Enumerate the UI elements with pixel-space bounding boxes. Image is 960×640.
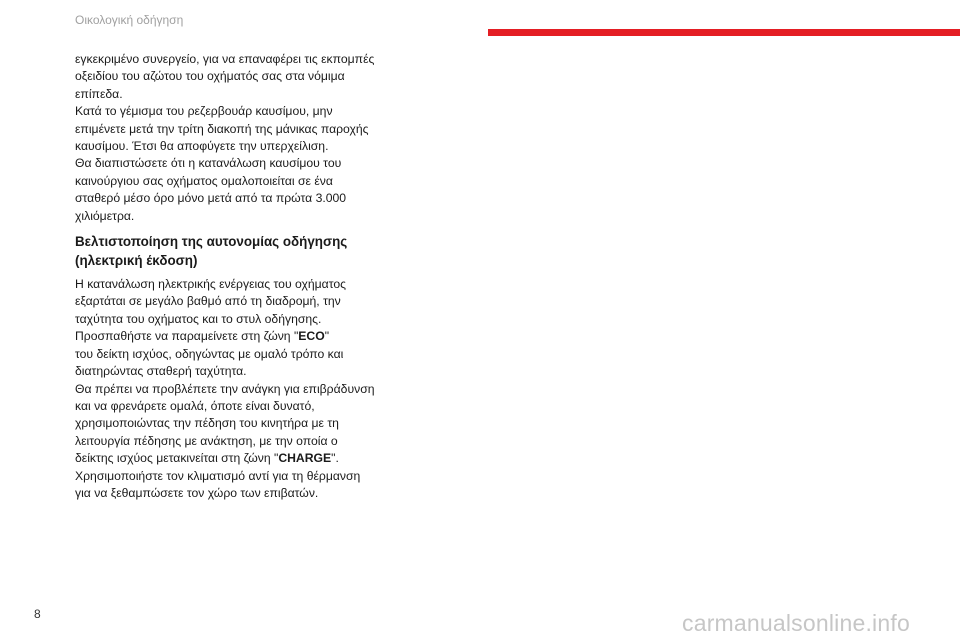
- paragraph-refuelling: [75, 103, 375, 155]
- text-line: χιλιόμετρα.: [75, 208, 135, 223]
- text-line: και να φρενάρετε ομαλά, όποτε είναι δυνατό,: [75, 398, 315, 413]
- paragraph-air-conditioning: [75, 468, 375, 503]
- charge-keyword: CHARGE: [278, 451, 332, 466]
- text-fragment: ".: [331, 451, 339, 466]
- text-line: οξειδίου του αζώτου του οχήματός σας στα νόμιμα: [75, 69, 345, 84]
- text-line: [75, 328, 375, 345]
- page-number: 8: [34, 607, 41, 621]
- page-header-title: Οικολογική οδήγηση: [75, 13, 184, 27]
- text-line: εξαρτάται σε μεγάλο βαθμό από τη διαδρομή, την: [75, 294, 341, 309]
- header-accent-bar: [488, 29, 960, 36]
- paragraph-fuel-consumption: [75, 155, 375, 225]
- text-line: χρησιμοποιώντας την πέδηση του κινητήρα με τη: [75, 416, 339, 431]
- text-fragment: δείκτης ισχύος μετακινείται στη ζώνη ": [75, 451, 279, 466]
- paragraph-eco-zone: [75, 328, 375, 380]
- text-line: σταθερό μέσο όρο μόνο μετά από τα πρώτα 3.000: [75, 191, 347, 206]
- text-line: Κατά το γέμισμα του ρεζερβουάρ καυσίμου, μην: [75, 104, 333, 119]
- text-fragment: ": [324, 329, 330, 344]
- text-fragment: Προσπαθήστε να παραμείνετε στη ζώνη ": [75, 329, 299, 344]
- section-heading: [75, 233, 375, 270]
- text-line: λειτουργία πέδησης με ανάκτηση, με την οποία ο: [75, 433, 338, 448]
- paragraph-regenerative-braking: [75, 381, 375, 468]
- paragraph-electric-consumption: [75, 276, 375, 328]
- text-line: εγκεκριμένο συνεργείο, για να επαναφέρει τις εκπομπές: [75, 52, 375, 66]
- heading-line: Βελτιστοποίηση της αυτονομίας οδήγησης: [75, 234, 348, 250]
- site-watermark: carmanualsonline.info: [682, 610, 910, 636]
- text-line: Χρησιμοποιήστε τον κλιματισμό αντί για τη θέρμανση: [75, 468, 361, 483]
- paragraph-nox-emissions: [75, 51, 375, 103]
- text-line: επιμένετε μετά την τρίτη διακοπή της μάνικας παροχής: [75, 121, 369, 136]
- text-line: του δείκτη ισχύος, οδηγώντας με ομαλό τρόπο και: [75, 346, 344, 361]
- text-line: ταχύτητα του οχήματος και το στυλ οδήγησης.: [75, 311, 322, 326]
- text-line: Θα διαπιστώσετε ότι η κατανάλωση καυσίμου του: [75, 156, 342, 171]
- text-line: καυσίμου. Έτσι θα αποφύγετε την υπερχείλιση.: [75, 139, 329, 154]
- text-line: διατηρώντας σταθερή ταχύτητα.: [75, 364, 247, 379]
- text-line: επίπεδα.: [75, 86, 123, 101]
- text-line: Θα πρέπει να προβλέπετε την ανάγκη για επιβράδυνση: [75, 381, 375, 396]
- text-line: καινούργιου σας οχήματος ομαλοποιείται σε ένα: [75, 173, 333, 188]
- heading-line: (ηλεκτρική έκδοση): [75, 252, 198, 268]
- eco-keyword: ECO: [298, 329, 325, 344]
- text-line: για να ξεθαμπώσετε τον χώρο των επιβατών.: [75, 485, 319, 500]
- text-line: Η κατανάλωση ηλεκτρικής ενέργειας του οχήματος: [75, 277, 346, 292]
- main-text-column: [75, 51, 375, 502]
- text-line: [75, 450, 375, 467]
